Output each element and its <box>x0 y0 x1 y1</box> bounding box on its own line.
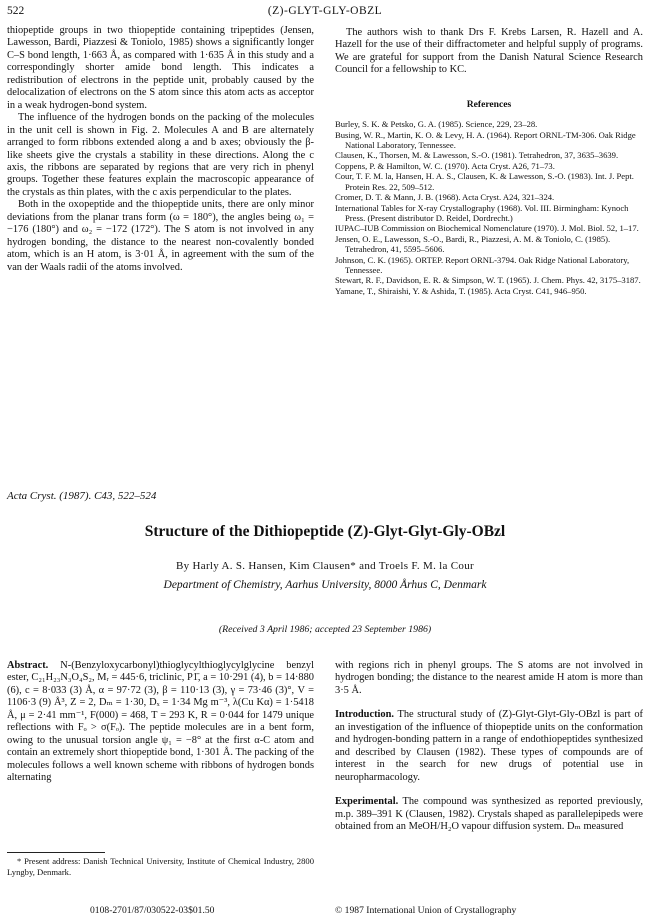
affiliation: Department of Chemistry, Aarhus University, 8000 Århus C, Denmark <box>163 579 487 591</box>
citation: Acta Cryst. (1987). C43, 522–524 <box>7 490 157 502</box>
abstract-text: N-(Benzyloxycarbonyl)thioglycylthioglycylglycine benzyl ester, C₂₁H₂₃N₃O₄S₂, Mᵣ = 445·6, triclinic, P1̄, a = 10·291 (4), b = 14·880 (6), c = 8·033 (3) Å, α = 97·72 (3), β = 110·13 (3), γ = 73·46 (3)°, V = 1106·3 (9) Å³, Z = 2, Dₘ = 1·30, Dₓ = 1·34 Mg m⁻³, λ(Cu Kα) = 1·5418 Å, μ = 2·41 mm⁻¹, F(000) = 468, T = 293 K, R = 0·044 for 1479 unique reflections with Fₒ > σ(Fₒ). The peptide molecules are in a bent form, owing to the unusual torsion angle ψ₁ = −8° at the first α-C atom and contain an extremely short thiopeptide bond, 1·301 Å. The packing of the molecules follows a well known scheme with ribbons of hydrogen bonds alternating <box>7 660 314 784</box>
running-title: (Z)-GLYT-GLY-OBZL <box>267 5 383 17</box>
paragraph: thiopeptide groups in two thiopeptide containing tripeptides (Jensen, Lawesson, Bardi, Piazzesi & Toniolo, 1985) shows a significantly longer C–S bond length, 1·663 Å, as compared with 1·635 Å in this study and a correspondingly shorter amide bond length. This indicates a redistribution of electrons in the peptide unit, probably caused by the delocalization of electrons on the S atom since this atom acts as acceptor in a weak hydrogen-bond system. <box>7 25 314 111</box>
reference-item: Busing, W. R., Martin, K. O. & Levy, H. A. (1964). Report ORNL-TM-306. Oak Ridge National Laboratory, Tennessee. <box>335 129 636 151</box>
abstract-continuation: with regions rich in phenyl groups. The S atoms are not involved in hydrogen bonding; the distance to the nearest amide H atom is more than 3·5 Å. <box>335 660 643 696</box>
abstract-label: Abstract. <box>7 660 49 671</box>
reference-item: Jensen, O. E., Lawesson, S.-O., Bardi, R., Piazzesi, A. M. & Toniolo, C. (1985). Tetrahedron, 41, 5595–5606. <box>335 233 611 255</box>
reference-item: Coppens, P. & Hamilton, W. C. (1970). Acta Cryst. A26, 71–73. <box>335 160 555 171</box>
article-code: 0108-2701/87/030522-03$01.50 <box>90 905 215 916</box>
introduction-text: The structural study of (Z)-Glyt-Glyt-Gly-OBzl is part of an investigation of the influence of thiopeptide units on the conformation and hydrogen-bonding pattern in a range of endothiopeptides synthesized and described by Clausen (1982). These types of compounds are of interest in the search for new drugs of potential use in neuropharmacology. <box>335 709 643 783</box>
footnote-rule <box>7 852 105 853</box>
reference-item: Cromer, D. T. & Mann, J. B. (1968). Acta Cryst. A24, 321–324. <box>335 192 555 203</box>
experimental-label: Experimental. <box>335 796 399 808</box>
paragraph: Both in the oxopeptide and the thiopeptide units, there are only minor deviations from the planar trans form (ω = 180°), the angles being ω₁ = −176 (180°) and ω₂ = −172 (172°). The S atom is not involved in any hydrogen bonding, the distance to the nearest non-covalently bonded atom, which is an H atom, is 3·01 Å, in agreement with the sum of the van der Waals radii of the atoms involved. <box>7 199 314 273</box>
reference-list <box>335 119 643 296</box>
received-dates: (Received 3 April 1986; accepted 23 September 1986) <box>218 624 432 635</box>
references-heading: References <box>466 98 512 110</box>
left-top-column <box>7 25 314 274</box>
experimental-text: The compound was synthesized as reported previously, m.p. 389–391 K (Clausen, 1982). Crystals shaped as parallelepipeds were obtained from an MeOH/H₂O vapour diffusion system. Dₘ measured <box>335 796 643 832</box>
reference-item: IUPAC–IUB Commission on Biochemical Nomenclature (1970). J. Mol. Biol. 52, 1–17. <box>335 223 639 234</box>
reference-item: Burley, S. K. & Petsko, G. A. (1985). Science, 229, 23–28. <box>335 119 538 130</box>
right-top-column <box>335 27 643 296</box>
introduction-label: Introduction. <box>335 709 394 721</box>
copyright: © 1987 International Union of Crystallography <box>335 905 517 916</box>
acknowledgement: The authors wish to thank Drs F. Krebs Larsen, R. Hazell and A. Hazell for the use of their diffractometer and helpful supply of programs. We are grateful for support from the Danish Natural Science Research Council for a fellowship to KC. <box>335 27 643 76</box>
reference-item: Yamane, T., Shiraishi, Y. & Ashida, T. (1985). Acta Cryst. C41, 946–950. <box>335 285 587 296</box>
reference-item: Cour, T. F. M. la, Hansen, H. A. S., Clausen, K. & Lawesson, S.-O. (1983). Int. J. Pept. Protein Res. 22, 509–512. <box>335 171 634 192</box>
paragraph: The influence of the hydrogen bonds on the packing of the molecules in the unit cell is shown in Fig. 2. Molecules A and B are alternately arranged to form ribbons extended along a and b axes; obviously the β-like sheets give the crystals a stability in these directions. Along the c axis, the ribbons are separated by regions that are very rich in phenyl groups. Together these features explain the macroscopic appearance of the crystals as thin plates, with the c axis perpendicular to the plates. <box>7 112 314 198</box>
reference-item: Stewart, R. F., Davidson, E. R. & Simpson, W. T. (1965). J. Chem. Phys. 42, 3175–3187. <box>335 275 641 286</box>
right-bottom-column <box>335 660 643 833</box>
reference-item: International Tables for X-ray Crystallography (1968). Vol. III. Birmingham: Kynoch Press. (Present distributor D. Reidel, Dordrecht.) <box>335 202 629 223</box>
authors: By Harly A. S. Hansen, Kim Clausen* and Troels F. M. la Cour <box>176 560 474 572</box>
footnote: * Present address: Danish Technical University, Institute of Chemical Industry, 2800 Lyngby, Denmark. <box>7 856 314 877</box>
reference-item: Johnson, C. K. (1965). ORTEP. Report ORNL-3794. Oak Ridge National Laboratory, Tennessee. <box>335 254 630 275</box>
abstract-column <box>7 660 314 785</box>
reference-item: Clausen, K., Thorsen, M. & Lawesson, S.-O. (1981). Tetrahedron, 37, 3635–3639. <box>335 150 619 161</box>
page-number: 522 <box>7 5 25 17</box>
article-title: Structure of the Dithiopeptide (Z)-Glyt-Glyt-Gly-OBzl <box>144 523 506 540</box>
